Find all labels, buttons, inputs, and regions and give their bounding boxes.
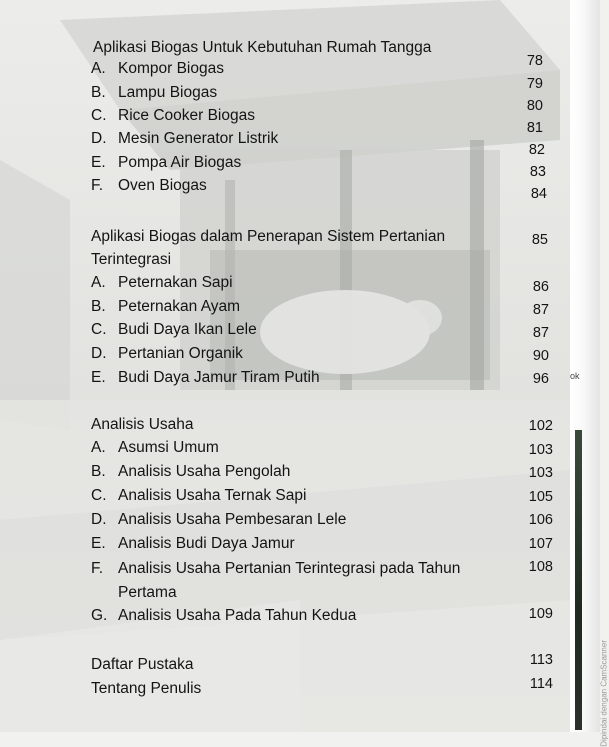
item-label: Mesin Generator Listrik bbox=[118, 130, 279, 147]
page-number: 108 bbox=[528, 559, 553, 575]
page-number: 102 bbox=[528, 418, 553, 434]
item-letter: A. bbox=[91, 439, 106, 456]
item-letter: B. bbox=[91, 84, 106, 101]
item-label-cont: Pertama bbox=[118, 584, 177, 601]
page-number: 103 bbox=[528, 465, 553, 481]
section-title: Aplikasi Biogas Untuk Kebutuhan Rumah Tangga bbox=[93, 39, 432, 56]
item-label: Analisis Budi Daya Jamur bbox=[118, 535, 295, 552]
page-number: 80 bbox=[526, 98, 543, 114]
item-label: Lampu Biogas bbox=[118, 84, 218, 101]
item-letter: D. bbox=[91, 130, 107, 147]
page-number: 106 bbox=[528, 512, 553, 528]
page-number: 81 bbox=[526, 120, 543, 136]
item-letter: D. bbox=[91, 511, 107, 528]
page-number: 79 bbox=[526, 76, 543, 92]
item-label: Pompa Air Biogas bbox=[118, 154, 242, 171]
item-label: Analisis Usaha Pada Tahun Kedua bbox=[118, 607, 357, 624]
page-number: 86 bbox=[532, 279, 549, 295]
page-number: 84 bbox=[530, 186, 547, 202]
item-letter: B. bbox=[91, 298, 106, 315]
page-number: 90 bbox=[532, 348, 549, 364]
page-number: 105 bbox=[528, 489, 553, 505]
item-label: Budi Daya Ikan Lele bbox=[118, 321, 257, 338]
page-number: 113 bbox=[529, 652, 553, 668]
page-number: 114 bbox=[529, 676, 553, 692]
item-letter: A. bbox=[91, 274, 106, 291]
item-letter: F. bbox=[91, 560, 104, 577]
item-letter: C. bbox=[91, 107, 107, 124]
item-label: Oven Biogas bbox=[118, 177, 207, 194]
item-label: Peternakan Sapi bbox=[118, 274, 233, 291]
item-label: Rice Cooker Biogas bbox=[118, 107, 255, 124]
item-label: Peternakan Ayam bbox=[118, 298, 241, 315]
item-letter: C. bbox=[91, 487, 107, 504]
item-letter: A. bbox=[91, 60, 106, 77]
back-matter-item: Daftar Pustaka bbox=[91, 656, 194, 673]
edge-mark: ok bbox=[570, 371, 580, 381]
section-title: Analisis Usaha bbox=[91, 416, 194, 433]
page-number: 103 bbox=[528, 442, 553, 458]
item-label: Budi Daya Jamur Tiram Putih bbox=[118, 369, 320, 386]
item-letter: E. bbox=[91, 369, 106, 386]
item-letter: E. bbox=[91, 154, 106, 171]
section-title: Aplikasi Biogas dalam Penerapan Sistem Pertanian bbox=[91, 228, 446, 245]
scanner-watermark: Dipindai dengan CamScanner bbox=[600, 640, 609, 747]
item-label: Asumsi Umum bbox=[118, 439, 219, 456]
item-letter: F. bbox=[91, 177, 104, 194]
item-letter: D. bbox=[91, 345, 107, 362]
page-number: 107 bbox=[528, 536, 553, 552]
item-label: Analisis Usaha Ternak Sapi bbox=[118, 487, 307, 504]
back-matter-item: Tentang Penulis bbox=[91, 680, 202, 697]
item-label: Analisis Usaha Pertanian Terintegrasi pada Tahun bbox=[118, 560, 461, 577]
page-number: 96 bbox=[532, 371, 549, 387]
item-letter: E. bbox=[91, 535, 106, 552]
item-label: Kompor Biogas bbox=[118, 60, 224, 77]
item-letter: B. bbox=[91, 463, 106, 480]
item-label: Analisis Usaha Pengolah bbox=[118, 463, 291, 480]
page-number: 78 bbox=[526, 53, 543, 69]
item-letter: C. bbox=[91, 321, 107, 338]
page-number: 87 bbox=[532, 302, 549, 318]
page-number: 109 bbox=[528, 606, 553, 622]
page-number: 85 bbox=[531, 232, 548, 248]
page-number: 87 bbox=[532, 325, 549, 341]
page-number: 82 bbox=[528, 142, 545, 158]
item-label: Analisis Usaha Pembesaran Lele bbox=[118, 511, 347, 528]
item-label: Pertanian Organik bbox=[118, 345, 243, 362]
page-number: 83 bbox=[529, 164, 546, 180]
item-letter: G. bbox=[91, 607, 108, 624]
section-title-cont: Terintegrasi bbox=[91, 251, 172, 268]
